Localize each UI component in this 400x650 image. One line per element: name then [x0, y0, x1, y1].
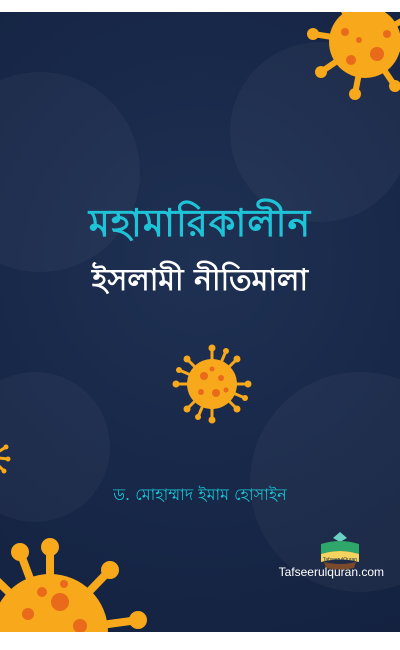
virus-icon: [0, 532, 150, 632]
website-url: Tafseerulquran.com: [278, 565, 384, 579]
book-title-line-1: মহামারিকালীন: [88, 201, 312, 245]
virus-icon: [0, 432, 10, 482]
top-white-bar: [0, 0, 400, 12]
logo-text: TafseerulQuran: [322, 557, 358, 563]
virus-icon: [305, 12, 400, 102]
virus-icon: [170, 342, 254, 426]
author-name: ড. মোহাম্মাদ ইমাম হোসাইন: [113, 485, 287, 504]
bottom-white-bar: [0, 632, 400, 650]
book-cover: [0, 12, 400, 632]
book-title-line-2: ইসলামী নীতিমালা: [91, 263, 309, 298]
